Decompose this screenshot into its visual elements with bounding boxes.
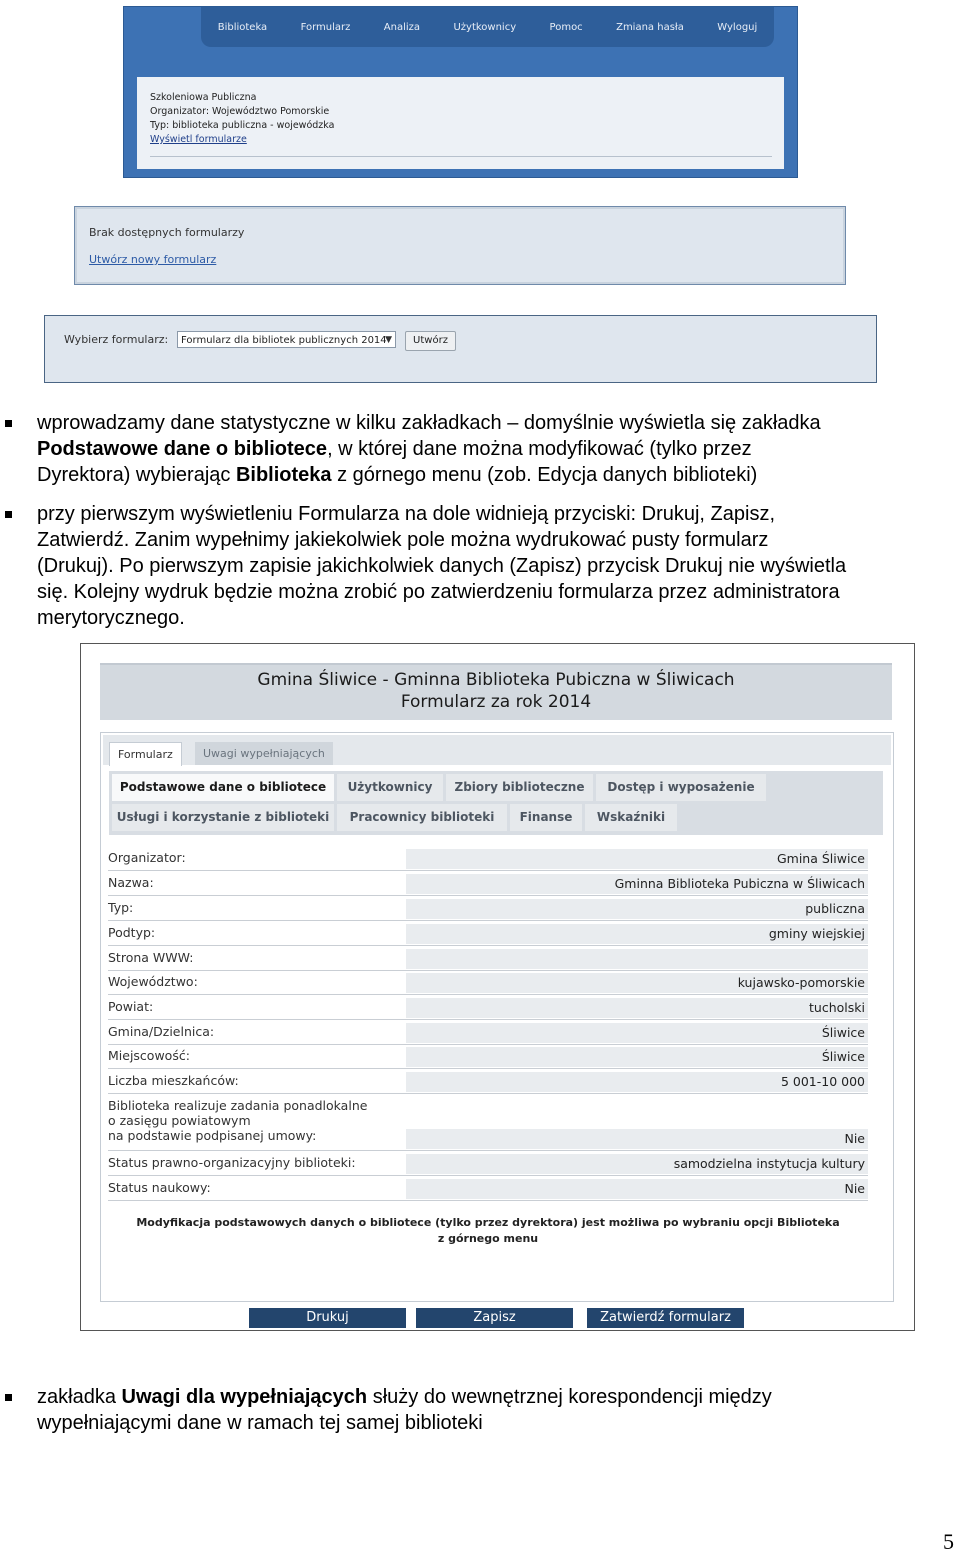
field-row — [108, 947, 868, 971]
field-label: Status prawno-organizacyjny biblioteki: — [108, 1155, 356, 1170]
library-organizer: Organizator: Województwo Pomorskie — [150, 106, 330, 117]
tab-uwagi[interactable]: Uwagi wypełniających — [195, 742, 333, 765]
field-value: tucholski — [406, 998, 868, 1018]
field-label: Miejscowość: — [108, 1048, 190, 1063]
field-label: Strona WWW: — [108, 950, 194, 965]
field-row — [108, 1070, 868, 1094]
field-row — [108, 1177, 868, 1201]
divider — [150, 156, 772, 157]
field-label: Liczba mieszkańców: — [108, 1073, 239, 1088]
field-value: 5 001-10 000 — [406, 1072, 868, 1092]
menu-item-pomoc[interactable]: Pomoc — [549, 21, 583, 33]
choose-form-label: Wybierz formularz: — [64, 333, 169, 346]
field-value: Śliwice — [406, 1047, 868, 1067]
tab-formularz[interactable]: Formularz — [109, 742, 182, 766]
no-forms-screenshot — [74, 206, 846, 285]
bullet-remarks-info — [0, 1384, 960, 1436]
bullet-buttons-info — [0, 501, 960, 631]
page-number: 5 — [943, 1529, 954, 1554]
field-label: Powiat: — [108, 999, 154, 1014]
field-value: Nie — [406, 1179, 868, 1199]
field-value: Gmina Śliwice — [406, 849, 868, 869]
field-value: Śliwice — [406, 1023, 868, 1043]
menu-item-wyloguj[interactable]: Wyloguj — [717, 21, 758, 33]
form-subtitle: Formularz za rok 2014 — [400, 692, 592, 712]
tab-wskazniki[interactable]: Wskaźniki — [585, 804, 677, 831]
library-type: Typ: biblioteka publiczna - wojewódzka — [150, 120, 335, 131]
field-row — [108, 847, 868, 871]
bullet-text: przy pierwszym wyświetleniu Formularza na dole widnieją przyciski: Drukuj, Zapisz, Zatwierdź. Zanim wypełnimy jakiekolwiek pole można wydrukować pusty formularz (Drukuj). Po pierwszym zapisie jakichkolwiek danych (Zapisz) przycisk Drukuj nie wyświetla się. Kolejny wydruk będzie można zrobić po zatwierdzeniu formularza przez administratora merytorycznego. — [37, 503, 847, 629]
field-row — [108, 1095, 868, 1151]
field-label: Podtyp: — [108, 925, 156, 940]
field-row — [108, 996, 868, 1020]
bullet-icon — [5, 511, 12, 518]
bullet-text: zakładka Uwagi dla wypełniających służy do wewnętrznej korespondencji między wypełniającymi dane w ramach tej samej biblioteki — [37, 1386, 772, 1434]
show-forms-link[interactable]: Wyświetl formularze — [150, 134, 247, 145]
library-name: Szkoleniowa Publiczna — [150, 92, 257, 103]
field-value: Nie — [406, 1129, 868, 1149]
save-button[interactable]: Zapisz — [416, 1308, 573, 1328]
field-label: Organizator: — [108, 850, 186, 865]
bullet-icon — [5, 1394, 12, 1401]
bullet-text: wprowadzamy dane statystyczne w kilku zakładkach – domyślnie wyświetla się zakładka Podstawowe dane o bibliotece, w której dane można modyfikować (tylko przez Dyrektora) wybierając Biblioteka z górnego menu (zob. Edycja danych biblioteki) — [37, 412, 821, 486]
menu-item-formularz[interactable]: Formularz — [300, 21, 351, 33]
bullet-tabs-info — [0, 410, 960, 488]
library-info-box — [137, 77, 784, 169]
field-row — [108, 971, 868, 995]
field-label: Status naukowy: — [108, 1180, 211, 1195]
menu-item-analiza[interactable]: Analiza — [383, 21, 421, 33]
field-row — [108, 897, 868, 921]
tab-uslugi[interactable]: Usługi i korzystanie z biblioteki — [112, 804, 334, 831]
library-panel-screenshot — [123, 6, 798, 178]
field-value: kujawsko-pomorskie — [406, 973, 868, 993]
field-label: Województwo: — [108, 974, 198, 989]
create-form-link[interactable]: Utwórz nowy formularz — [89, 253, 217, 266]
field-value — [406, 949, 868, 969]
tab-zbiory[interactable]: Zbiory biblioteczne — [446, 774, 593, 801]
field-label: Gmina/Dzielnica: — [108, 1024, 215, 1039]
form-header — [100, 663, 892, 720]
tab-finanse[interactable]: Finanse — [510, 804, 582, 831]
tab-pracownicy[interactable]: Pracownicy biblioteki — [337, 804, 507, 831]
chevron-down-icon: ▼ — [385, 335, 392, 345]
form-select[interactable] — [177, 331, 396, 348]
tab-uzytkownicy[interactable]: Użytkownicy — [337, 774, 443, 801]
field-label: Biblioteka realizuje zadania ponadlokalne o zasięgu powiatowym na podstawie podpisanej umowy: — [108, 1098, 368, 1143]
field-row — [108, 922, 868, 946]
field-label: Typ: — [108, 900, 134, 915]
field-value: samodzielna instytucja kultury — [406, 1154, 868, 1174]
outer-tab-bar — [103, 735, 891, 765]
choose-form-screenshot — [44, 315, 877, 383]
field-row — [108, 872, 868, 896]
field-value: publiczna — [406, 899, 868, 919]
create-button[interactable]: Utwórz — [405, 331, 456, 351]
print-button[interactable]: Drukuj — [249, 1308, 406, 1328]
inner-tab-bar — [109, 771, 883, 835]
modification-note: Modyfikacja podstawowych danych o bibliotece (tylko przez dyrektora) jest możliwa po wybraniu opcji Biblioteka z górnego menu — [136, 1216, 840, 1245]
top-menu — [201, 7, 774, 47]
field-label: Nazwa: — [108, 875, 154, 890]
field-row — [108, 1045, 868, 1069]
menu-item-zmiana-hasla[interactable]: Zmiana hasła — [616, 21, 684, 33]
form-select-value: Formularz dla bibliotek publicznych 2014 — [181, 335, 387, 346]
bullet-icon — [5, 420, 12, 427]
form-title: Gmina Śliwice - Gminna Biblioteka Pubiczna w Śliwicach — [257, 670, 735, 690]
form-screenshot — [80, 643, 915, 1331]
field-value: gminy wiejskiej — [406, 924, 868, 944]
field-row — [108, 1152, 868, 1176]
field-row — [108, 1021, 868, 1045]
tab-dostep[interactable]: Dostęp i wyposażenie — [596, 774, 766, 801]
approve-button[interactable]: Zatwierdź formularz — [587, 1308, 744, 1328]
no-forms-message: Brak dostępnych formularzy — [89, 226, 245, 239]
menu-item-biblioteka[interactable]: Biblioteka — [217, 21, 268, 33]
field-value: Gminna Biblioteka Pubiczna w Śliwicach — [406, 874, 868, 894]
menu-item-uzytkownicy[interactable]: Użytkownicy — [453, 21, 517, 33]
tab-podstawowe-dane[interactable]: Podstawowe dane o bibliotece — [112, 774, 334, 801]
